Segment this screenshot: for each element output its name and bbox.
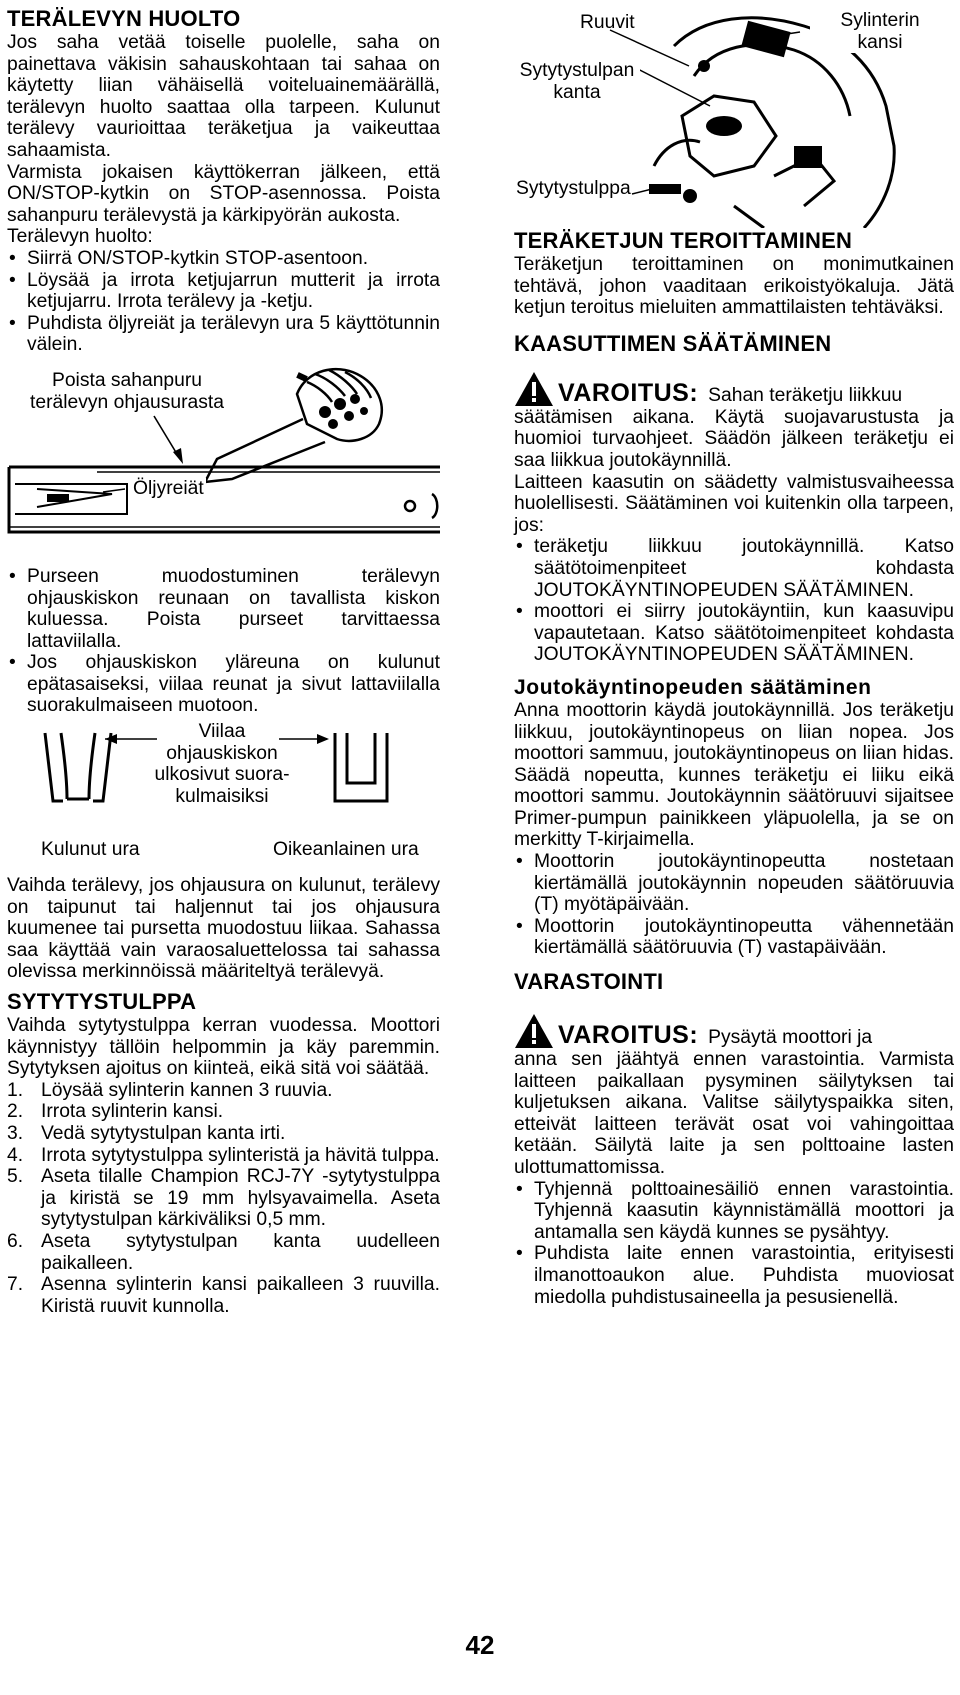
carburetor-list	[514, 536, 954, 666]
sharpen-text: Teräketjun teroittaminen on monimutkainen tehtävä, johon vaaditaan erikoistyökaluja. Jätä ketjun teroitus mieluiten ammattilaisten tehtäväksi.	[514, 254, 954, 319]
carburetor-text: Laitteen kaasutin on säädetty valmistusvaiheessa huolellisesti. Säätäminen voi kuitenkin olla tarpeen, jos:	[514, 471, 954, 536]
burr-list	[7, 566, 440, 717]
storage-list	[514, 1179, 954, 1309]
step-item: 2. Irrota sylinterin kansi.	[7, 1101, 224, 1123]
list-item: • Löysää ja irrota ketjujarrun mutterit ja irrota ketjujarru. Irrota terälevy ja -ketju.	[7, 270, 440, 313]
spark-plug-intro: Vaihda sytytystulppa kerran vuodessa. Moottori käynnistyy tällöin helpommin ja käy paremmin. Sytytyksen ajoitus on kiinteä, eikä sitä voi säätää.	[7, 1015, 440, 1080]
heading-storage: VARASTOINTI	[514, 969, 664, 995]
warning-word: VAROITUS:	[558, 378, 699, 407]
spark-plug-steps	[7, 1080, 440, 1318]
warning-text: säätämisen aikana. Käytä suojavarustusta ja huomioi turvaohjeet. Säädön jälkeen teräketju ei saa liikkua joutokäynnillä.	[514, 406, 954, 471]
fig3-label-spark-plug: Sytytystulppa	[516, 178, 631, 199]
heading-guide-bar-maintenance: TERÄLEVYN HUOLTO	[7, 6, 241, 31]
guide-bar-check: Varmista jokaisen käyttökerran jälkeen, että ON/STOP-kytkin on STOP-asennossa. Poista sahanpuru terälevystä ja kärkipyörän aukosta.	[7, 161, 440, 226]
fig2-label-file: Viilaa ohjauskiskon ulkosivut suora- kulmaisiksi	[154, 721, 290, 807]
fig3-label-screws: Ruuvit	[580, 12, 635, 33]
list-item: • moottori ei siirry joutokäyntiin, kun kaasuvipu vapautetaan. Katso säätötoimenpiteet kohdasta JOUTOKÄYNTINOPEUDEN SÄÄTÄMINEN.	[514, 601, 954, 666]
heading-spark-plug: SYTYTYSTULPPA	[7, 989, 197, 1015]
warning-rest: Sahan teräketju liikkuu	[708, 384, 903, 406]
fig3-label-plug-boot: Sytytystulpan kanta	[514, 60, 640, 103]
list-item: • Tyhjennä polttoainesäiliö ennen varastointia. Tyhjennä kaasutin käynnistämällä moottori ja antamalla sen käydä kunnes se pysähtyy.	[514, 1179, 954, 1244]
list-item: • Puhdista öljyreiät ja terälevyn ura 5 käyttötunnin välein.	[7, 313, 440, 356]
spark-plug-figure	[514, 6, 954, 228]
step-item: 7. Asenna sylinterin kansi paikalleen 3 ruuvilla. Kiristä ruuvit kunnolla.	[7, 1274, 440, 1317]
page-number: 42	[465, 1630, 495, 1660]
fig1-label-groove: Poista sahanpuru terälevyn ohjausurasta	[30, 369, 224, 413]
storage-warning-text: anna sen jäähtyä ennen varastointia. Varmista laitteen paikallaan pysyminen säilytyksen tai kuljetuksen aikana. Valitse säilytyspaikka siten, etteivät laitteen terävät osat voi vahingoittaa ketään. Säilytä laite ja sen polttoaine lasten ulottumattomissa.	[514, 1049, 954, 1178]
step-item: 3. Vedä sytytystulpan kanta irti.	[7, 1123, 286, 1144]
step-item: 1. Löysää sylinterin kannen 3 ruuvia.	[7, 1079, 333, 1101]
warning-icon	[514, 371, 554, 407]
heading-chain-sharpening: TERÄKETJUN TEROITTAMINEN	[514, 228, 853, 253]
heading-idle-speed: Joutokäyntinopeuden säätäminen	[514, 675, 872, 699]
list-item: • Moottorin joutokäyntinopeutta nostetaan kiertämällä joutokäynnin nopeuden säätöruuvia (T) myötäpäivään.	[514, 851, 954, 916]
replace-bar-text: Vaihda terälevy, jos ohjausura on kulunut, terälevy on taipunut tai haljennut tai jos ohjausura kuumenee tai pursetta muodostuu liikaa. Sahassa saa käyttää vain varaosaluettelossa tai sahassa olevissa merkinnöissä määriteltyä terälevyä.	[7, 875, 440, 983]
step-item: 4. Irrota sytytystulppa sylinteristä ja hävitä tulppa.	[7, 1144, 440, 1166]
left-column	[7, 6, 440, 1317]
service-title: Terälevyn huolto:	[7, 226, 153, 248]
list-item: • Moottorin joutokäyntinopeutta vähennetään kiertämällä säätöruuvia (T) vastapäivään.	[514, 916, 954, 959]
list-item: • Purseen muodostuminen terälevyn ohjauskiskon reunaan on tavallista kiskon kuluessa. Poista purseet tarvittaessa lattaviilalla.	[7, 566, 440, 652]
list-item: • teräketju liikkuu joutokäynnillä. Katso säätötoimenpiteet kohdasta JOUTOKÄYNTINOPEUDEN SÄÄTÄMINEN.	[514, 536, 954, 601]
fig2-label-worn: Kulunut ura	[41, 839, 140, 861]
warning-rest: Pysäytä moottori ja	[708, 1027, 873, 1049]
list-item: • Puhdista laite ennen varastointia, erityisesti ilmanottoaukon alue. Puhdista muoviosat miedolla puhdistusaineella ja pesusienellä.	[514, 1243, 954, 1308]
fig1-label-oil-holes: Öljyreiät	[133, 477, 204, 499]
fig3-label-cylinder-cover: Sylinterin kansi	[810, 10, 950, 53]
guide-bar-intro: Jos saha vetää toiselle puolelle, saha on painettava väkisin sahauskohtaan tai sahaa on käytetty liian vähäisellä voiteluainemäärällä, terälevyn huolto saattaa olla tarpeen. Kulunut terälevy vaurioittaa teräketjua ja vaikeuttaa sahaamista.	[7, 32, 440, 161]
idle-list	[514, 851, 954, 959]
heading-carburetor: KAASUTTIMEN SÄÄTÄMINEN	[514, 330, 832, 356]
warning-word: VAROITUS:	[558, 1021, 699, 1050]
list-item: • Siirrä ON/STOP-kytkin STOP-asentoon.	[7, 248, 440, 270]
warning-carburetor	[514, 371, 954, 407]
step-item: 6. Aseta sytytystulpan kanta uudelleen paikalleen.	[7, 1230, 440, 1274]
rail-profile-figure	[7, 721, 440, 869]
warning-storage	[514, 1013, 954, 1049]
service-list	[7, 248, 440, 356]
fig2-label-correct: Oikeanlainen ura	[273, 839, 419, 861]
idle-text: Anna moottorin käydä joutokäynnillä. Jos teräketju liikkuu, joutokäyntinopeus on liian nopea. Jos moottori sammuu, joutokäyntinopeus on liian hidas. Säädä nopeutta, kunnes teräketju ei liiku eikä moottori sammu. Joutokäynnin säätöruuvi sijaitsee Primer-pumpun painikkeen yläpuolella, ja se on merkitty T-kirjaimella.	[514, 699, 954, 851]
guide-bar-figure	[7, 364, 440, 564]
warning-icon	[514, 1013, 554, 1049]
step-item: 5. Aseta tilalle Champion RCJ-7Y -sytytystulppa ja kiristä se 19 mm hylsyavaimella. Aseta sytytystulpan kärkiväliksi 0,5 mm.	[7, 1166, 440, 1231]
list-item: • Jos ohjauskiskon yläreuna on kulunut epätasaiseksi, viilaa reunat ja sivut lattaviilalla suorakulmaiseen muotoon.	[7, 652, 440, 717]
right-column	[514, 6, 954, 1308]
